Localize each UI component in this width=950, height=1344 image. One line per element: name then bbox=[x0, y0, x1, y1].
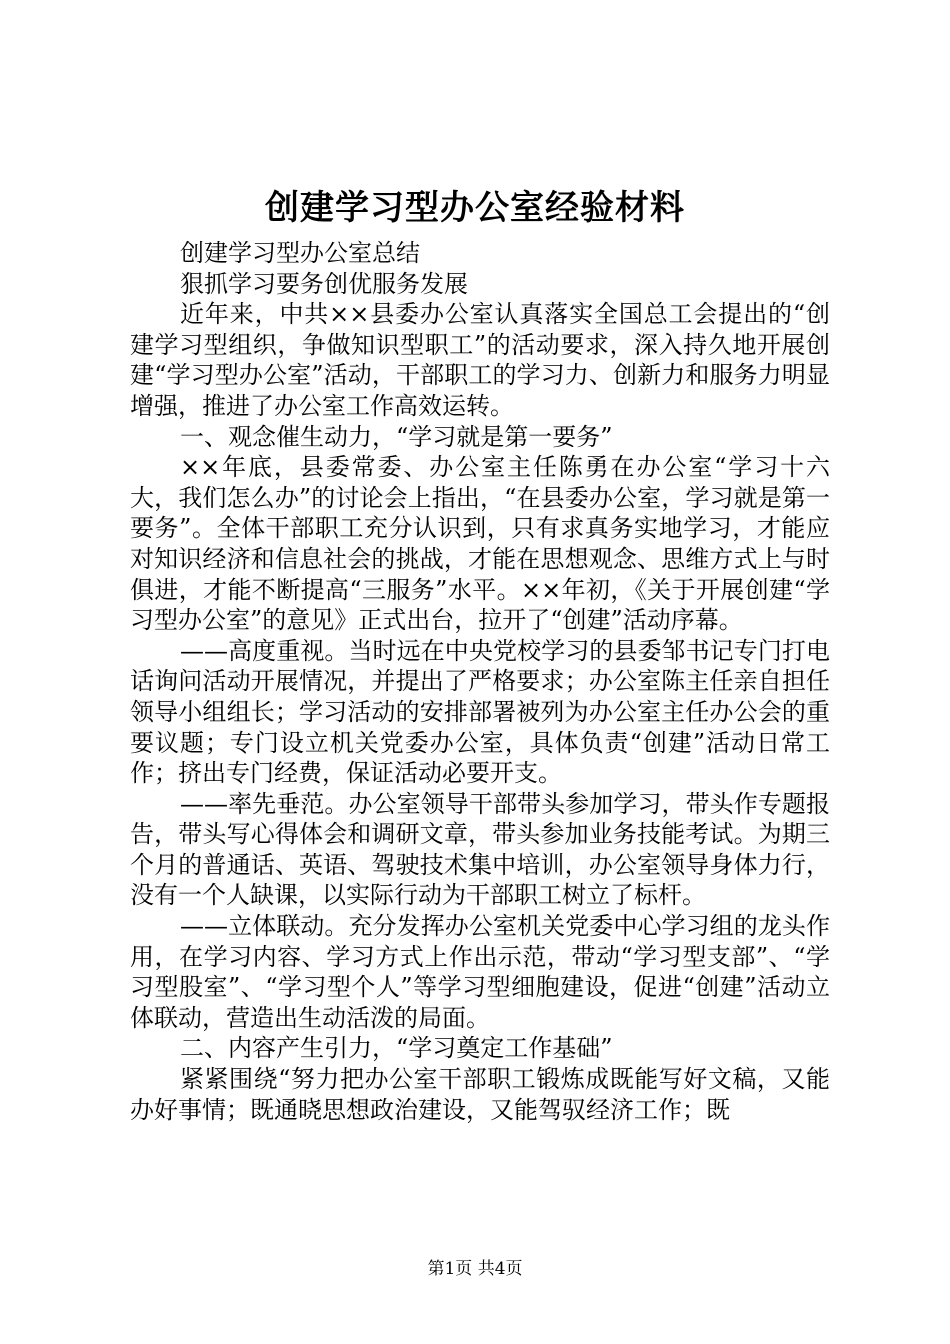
section-heading-2: 二、内容产生引力，“学习奠定工作基础” bbox=[180, 1034, 613, 1063]
paragraph-body: ——高度重视。当时远在中央党校学习的县委邹书记专门打电话询问活动开展情况，并提出了严格要求；办公室陈主任亲自担任领导小组组长；学习活动的安排部署被列为办公室主任办公会的重要议题；专门设立机关党委办公室，具体负责“创建”活动日常工作；挤出专门经费，保证活动必要开支。 bbox=[130, 636, 830, 788]
paragraph-body: ××年底，县委常委、办公室主任陈勇在办公室“学习十六大，我们怎么办”的讨论会上指出，“在县委办公室，学习就是第一要务”。全体干部职工充分认识到，只有求真务实地学习，才能应对知识经济和信息社会的挑战，才能在思想观念、思维方式上与时俱进，才能不断提高“三服务”水平。××年初，《关于开展创建“学习型办公室”的意见》正式出台，拉开了“创建”活动序幕。 bbox=[130, 453, 830, 635]
paragraph-body: ——立体联动。充分发挥办公室机关党委中心学习组的龙头作用，在学习内容、学习方式上作出示范，带动“学习型支部”、“学习型股室”、“学习型个人”等学习型细胞建设，促进“创建”活动立体联动，营造出生动活泼的局面。 bbox=[130, 912, 830, 1032]
document-title: 创建学习型办公室经验材料 bbox=[265, 188, 685, 228]
page-number-footer: 第1页 共4页 bbox=[427, 1259, 523, 1279]
paragraph-intro: 近年来，中共××县委办公室认真落实全国总工会提出的“创建学习型组织，争做知识型职工”的活动要求，深入持久地开展创建“学习型办公室”活动，干部职工的学习力、创新力和服务力明显增强，推进了办公室工作高效运转。 bbox=[130, 300, 830, 420]
paragraph-subtitle-2: 狠抓学习要务创优服务发展 bbox=[180, 269, 468, 298]
document-body bbox=[130, 238, 830, 1125]
paragraph-subtitle-1: 创建学习型办公室总结 bbox=[180, 239, 420, 267]
section-heading-1: 一、观念催生动力，“学习就是第一要务” bbox=[180, 422, 613, 451]
paragraph-body: ——率先垂范。办公室领导干部带头参加学习，带头作专题报告，带头写心得体会和调研文章，带头参加业务技能考试。为期三个月的普通话、英语、驾驶技术集中培训，办公室领导身体力行，没有一个人缺课，以实际行动为干部职工树立了标杆。 bbox=[130, 789, 830, 910]
paragraph-body: 紧紧围绕“努力把办公室干部职工锻炼成既能写好文稿，又能办好事情；既通晓思想政治建设，又能驾驭经济工作；既 bbox=[130, 1065, 830, 1124]
